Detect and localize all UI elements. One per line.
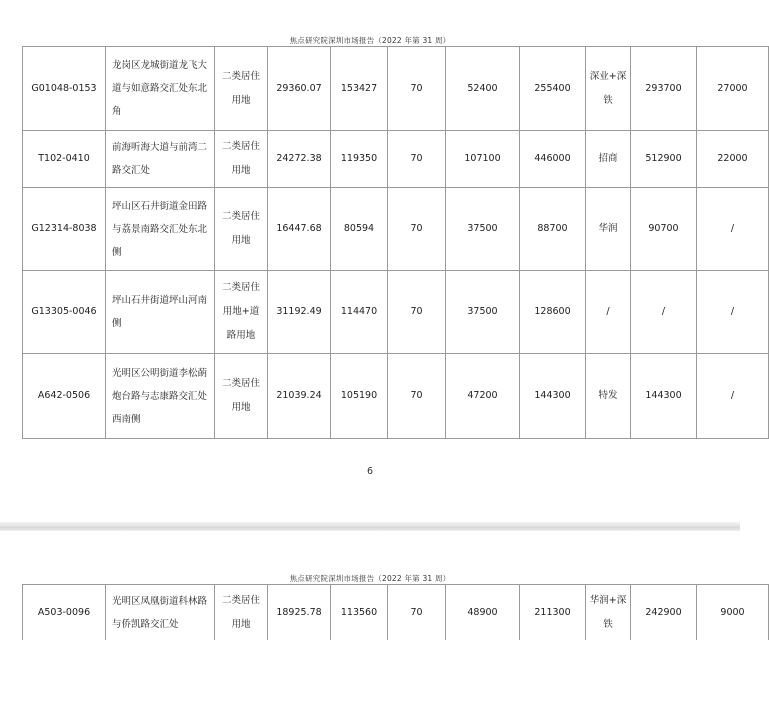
location-cell — [106, 188, 215, 271]
location-cell — [106, 47, 215, 131]
cell-line: 侧 — [112, 318, 122, 329]
floor-area-cell: 119350 — [331, 131, 388, 188]
cell-line: 侧 — [112, 246, 122, 258]
lease-years-cell: 70 — [388, 188, 446, 271]
land-use-cell — [215, 585, 268, 641]
land-use-cell — [215, 354, 268, 439]
page-number: 6 — [366, 466, 374, 477]
cell-line: 用地+道 — [222, 306, 260, 317]
value-cell: 107100 — [446, 131, 520, 188]
value-cell: 37500 — [446, 188, 520, 271]
value-cell: 255400 — [520, 47, 586, 131]
cell-line: / — [606, 306, 610, 317]
cell-line: 铁 — [603, 618, 613, 630]
cell-line: 用地 — [231, 94, 251, 106]
land-area-cell: 29360.07 — [268, 47, 331, 131]
winning-bidder-cell — [586, 354, 631, 439]
value-cell: / — [697, 354, 769, 439]
cell-line: 道与如意路交汇处东北 — [112, 83, 208, 94]
cell-line: 铁 — [603, 94, 613, 106]
value-cell: 47200 — [446, 354, 520, 439]
land-use-cell — [215, 188, 268, 271]
value-cell: 144300 — [631, 354, 697, 439]
cell-line: 光明区凤凰街道科林路 — [112, 595, 208, 607]
cell-line: 二类居住 — [221, 70, 260, 82]
land-transaction-table — [22, 46, 769, 439]
cell-line: 坪山区石井街道金田路 — [112, 200, 208, 212]
value-cell: 27000 — [697, 47, 769, 131]
parcel-code-cell: T102-0410 — [23, 131, 106, 188]
parcel-code-cell: G13305-0046 — [23, 271, 106, 354]
cell-line: 路交汇处 — [112, 165, 151, 176]
cell-line: 特发 — [598, 390, 618, 401]
winning-bidder-cell — [586, 188, 631, 271]
land-transaction-table-continued — [22, 584, 769, 640]
value-cell: 211300 — [520, 585, 586, 641]
parcel-code-cell: A642-0506 — [23, 354, 106, 439]
location-cell — [106, 131, 215, 188]
table-row — [23, 131, 769, 188]
cell-line: 用地 — [231, 235, 251, 246]
value-cell: 242900 — [631, 585, 697, 641]
cell-line: 前海听海大道与前湾二 — [112, 142, 208, 153]
location-cell — [106, 585, 215, 641]
cell-line: 用地 — [231, 165, 251, 176]
cell-line: 龙岗区龙城街道龙飞大 — [112, 60, 208, 71]
value-cell: / — [697, 271, 769, 354]
cell-line: 用地 — [231, 402, 251, 413]
cell-line: 深业+深 — [589, 70, 627, 82]
value-cell: / — [697, 188, 769, 271]
value-cell: 9000 — [697, 585, 769, 641]
cell-line: 光明区公明街道李松蓢 — [112, 367, 208, 379]
floor-area-cell: 114470 — [331, 271, 388, 354]
value-cell: 446000 — [520, 131, 586, 188]
winning-bidder-cell — [586, 271, 631, 354]
land-use-cell — [215, 131, 268, 188]
winning-bidder-cell — [586, 585, 631, 641]
cell-line: 路用地 — [226, 330, 256, 341]
cell-line: 招商 — [598, 153, 618, 164]
parcel-code-cell: G12314-8038 — [23, 188, 106, 271]
lease-years-cell: 70 — [388, 354, 446, 439]
cell-line: 角 — [112, 106, 122, 117]
land-area-cell: 21039.24 — [268, 354, 331, 439]
land-use-cell — [215, 47, 268, 131]
value-cell: 88700 — [520, 188, 586, 271]
lease-years-cell: 70 — [388, 585, 446, 641]
value-cell: 128600 — [520, 271, 586, 354]
table-row — [23, 354, 769, 439]
page-header: 焦点研究院深圳市场报告（2022 年第 31 周） — [289, 574, 451, 583]
value-cell: 48900 — [446, 585, 520, 641]
parcel-code-cell: A503-0096 — [23, 585, 106, 641]
table-row — [23, 47, 769, 131]
value-cell: 52400 — [446, 47, 520, 131]
cell-line: 与侨凯路交汇处 — [112, 618, 179, 630]
lease-years-cell: 70 — [388, 131, 446, 188]
lease-years-cell: 70 — [388, 271, 446, 354]
value-cell: 512900 — [631, 131, 697, 188]
cell-line: 二类居住 — [221, 141, 260, 152]
cell-line: 华润+深 — [589, 594, 627, 606]
cell-line: 二类居住 — [221, 211, 260, 222]
land-area-cell: 31192.49 — [268, 271, 331, 354]
parcel-code-cell: G01048-0153 — [23, 47, 106, 131]
page-separator — [0, 522, 740, 531]
location-cell — [106, 354, 215, 439]
land-area-cell: 18925.78 — [268, 585, 331, 641]
value-cell: 37500 — [446, 271, 520, 354]
floor-area-cell: 153427 — [331, 47, 388, 131]
value-cell: / — [631, 271, 697, 354]
location-cell — [106, 271, 215, 354]
cell-line: 二类居住 — [221, 378, 260, 389]
table-row — [23, 585, 769, 641]
lease-years-cell: 70 — [388, 47, 446, 131]
cell-line: 二类居住 — [221, 594, 260, 606]
cell-line: 与荔景南路交汇处东北 — [112, 223, 208, 235]
cell-line: 炮台路与志康路交汇处 — [112, 390, 208, 402]
value-cell: 293700 — [631, 47, 697, 131]
winning-bidder-cell — [586, 47, 631, 131]
table-row — [23, 271, 769, 354]
cell-line: 用地 — [231, 618, 251, 630]
floor-area-cell: 80594 — [331, 188, 388, 271]
value-cell: 144300 — [520, 354, 586, 439]
value-cell: 22000 — [697, 131, 769, 188]
value-cell: 90700 — [631, 188, 697, 271]
cell-line: 二类居住 — [221, 282, 260, 293]
floor-area-cell: 113560 — [331, 585, 388, 641]
land-area-cell: 24272.38 — [268, 131, 331, 188]
floor-area-cell: 105190 — [331, 354, 388, 439]
cell-line: 坪山石井街道坪山河南 — [112, 295, 208, 306]
cell-line: 华润 — [598, 223, 618, 234]
winning-bidder-cell — [586, 131, 631, 188]
page-header: 焦点研究院深圳市场报告（2022 年第 31 周） — [289, 36, 451, 45]
land-area-cell: 16447.68 — [268, 188, 331, 271]
table-row — [23, 188, 769, 271]
cell-line: 西南侧 — [112, 413, 141, 425]
land-use-cell — [215, 271, 268, 354]
